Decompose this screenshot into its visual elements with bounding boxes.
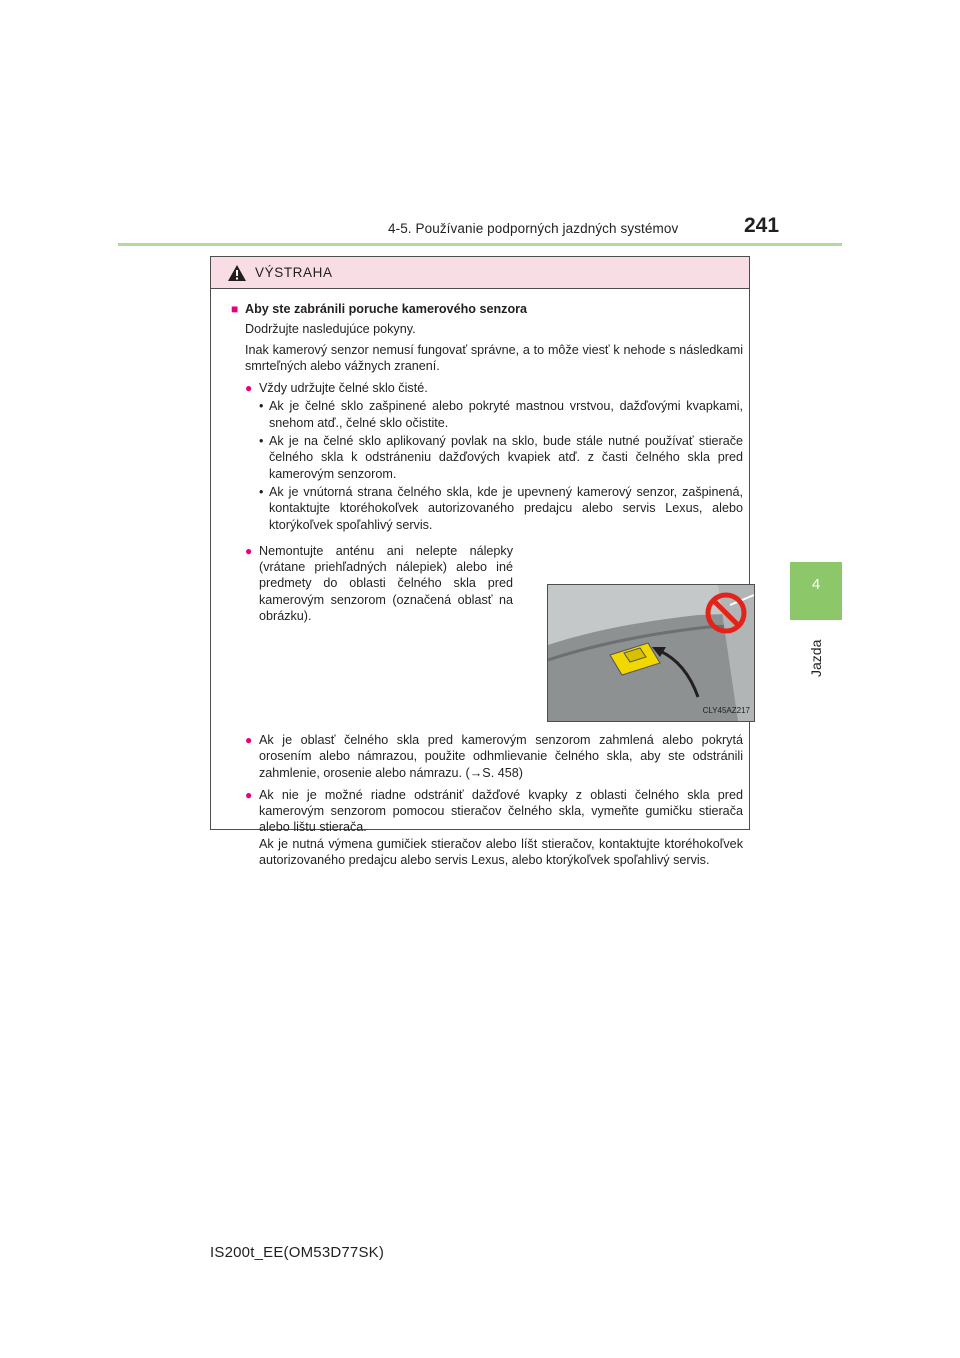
circle-bullet-icon: ● — [245, 733, 253, 747]
sub-bullet-2 — [231, 433, 743, 482]
bullet-3 — [231, 732, 743, 781]
curved-arrow-icon — [646, 643, 706, 703]
sub-bullet-2-text: Ak je na čelné sklo aplikovaný povlak na sklo, bude stále nutné používať stierače čelného skla k odstráneniu dažďových kvapiek atď. z časti čelného skla pred kamerovým senzorom. — [269, 434, 743, 481]
square-bullet-icon: ■ — [231, 302, 239, 316]
intro-text-1: Dodržujte nasledujúce pokyny. — [245, 322, 416, 337]
warning-header — [211, 257, 749, 289]
chapter-tab: 4 — [790, 562, 842, 620]
warning-heading — [231, 301, 743, 317]
bullet-4-part-b: Ak je nutná výmena gumičiek stieračov alebo líšt stieračov, kontaktujte ktoréhokoľvek autorizovaného predajcu alebo servis Lexus, alebo ktorýkoľvek spoľahlivý servis. — [259, 836, 743, 868]
windshield-figure — [547, 584, 755, 722]
warning-triangle-icon — [227, 264, 247, 282]
intro-text-2: Inak kamerový senzor nemusí fungovať správne, a to môže viesť k nehode s následkami smrteľných alebo vážnych zranení. — [245, 342, 743, 373]
bullet-4 — [231, 787, 743, 868]
warning-heading-text: Aby ste zabránili poruche kamerového senzora — [245, 302, 528, 316]
header-section-title: 4-5. Používanie podporných jazdných systémov — [388, 221, 679, 236]
bullet-2-text: Nemontujte anténu ani nelepte nálepky (vrátane priehľadných nálepiek) alebo iné predmety do oblasti čelného skla pred kamerovým senzorom (označená oblasť na obrázku). — [259, 543, 513, 624]
warning-box — [210, 256, 750, 868]
header-divider — [118, 243, 842, 246]
sub-bullet-1 — [231, 398, 743, 431]
no-entry-icon — [704, 591, 748, 635]
circle-bullet-icon: ● — [245, 381, 253, 396]
dot-bullet-icon: • — [259, 399, 264, 414]
bullet-3-text: Ak je oblasť čelného skla pred kamerovým senzorom zahmlená alebo pokrytá orosením alebo námrazou, použite odhmlievanie čelného skla, aby ste odstránili zahmlenie, orosenie alebo námrazu. (→S. 458) — [259, 733, 743, 780]
bullet-1-text: Vždy udržujte čelné sklo čisté. — [259, 381, 428, 396]
circle-bullet-icon: ● — [245, 787, 253, 802]
sub-bullet-1-text: Ak je čelné sklo zašpinené alebo pokryté mastnou vrstvou, dažďovými kvapkami, snehom atď., čelné sklo očistite. — [269, 399, 743, 430]
figure-code: CLY45AZ217 — [702, 705, 750, 715]
bullet-4-text — [259, 787, 743, 868]
circle-bullet-icon: ● — [245, 543, 253, 558]
sub-bullet-3 — [231, 484, 743, 533]
document-code: IS200t_EE(OM53D77SK) — [210, 1244, 385, 1261]
page-number: 241 — [744, 214, 780, 237]
bullet-4-part-a: Ak nie je možné riadne odstrániť dažďové kvapky z oblasti čelného skla pred kamerovým senzorom pomocou stieračov čelného skla, vymeňte gumičku stierača alebo lištu stierača. — [259, 787, 743, 835]
after-figure-bullets — [231, 726, 743, 868]
warning-content — [231, 301, 750, 868]
bullet-2 — [245, 543, 513, 624]
dot-bullet-icon: • — [259, 484, 264, 499]
bullet-1 — [231, 380, 743, 396]
chapter-label: Jazda — [808, 639, 824, 677]
dot-bullet-icon: • — [259, 434, 264, 449]
warning-title: VÝSTRAHA — [255, 265, 333, 280]
sub-bullet-3-text: Ak je vnútorná strana čelného skla, kde je upevnený kamerový senzor, zašpinená, kontaktujte ktoréhokoľvek autorizovaného predajcu alebo servis Lexus, alebo ktorýkoľvek spoľahlivý servis. — [269, 484, 743, 532]
